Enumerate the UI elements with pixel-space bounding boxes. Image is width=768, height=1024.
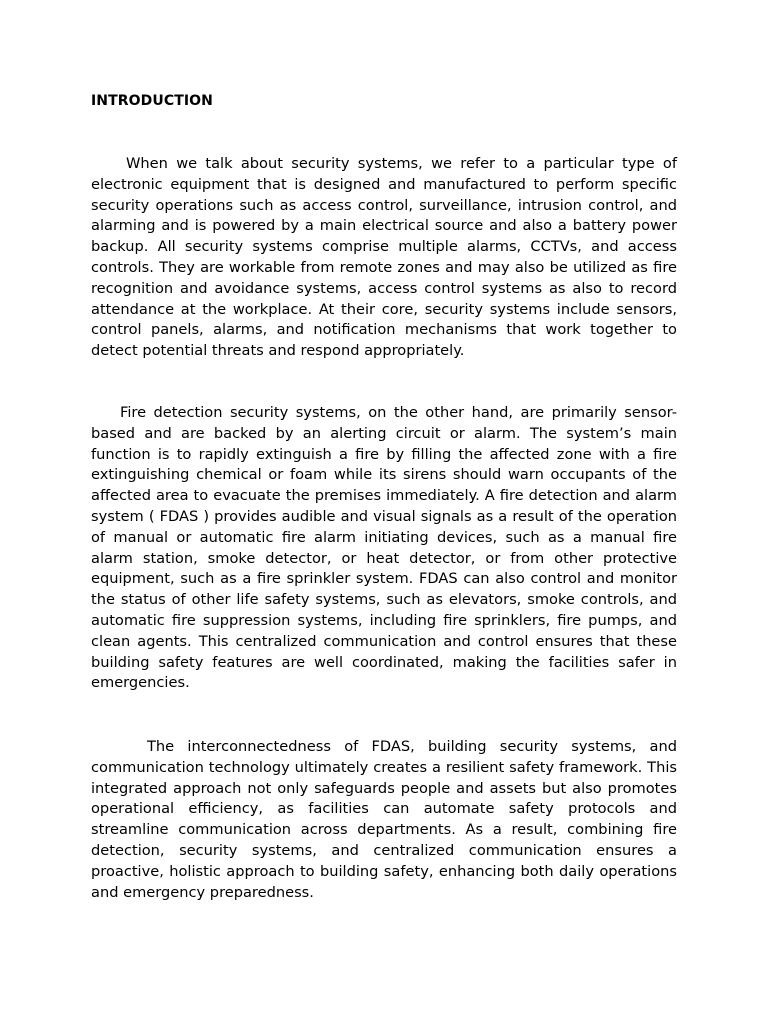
paragraph-interconnectedness: The interconnectedness of FDAS, building security systems, and communication technology ultimately creates a resilient safety framework. This integrated approach not only safeguards people and assets but also promotes operational efficiency, as facilities can automate safety protocols and streamline communication across departments. As a result, combining fire detection, security systems, and centralized communication ensures a proactive, holistic approach to building safety, enhancing both daily operations and emergency preparedness. bbox=[91, 738, 677, 901]
paragraph-fire-detection: Fire detection security systems, on the other hand, are primarily sensor-based and are backed by an alerting circuit or alarm. The system’s main function is to rapidly extinguish a fire by filling the affected zone with a fire extinguishing chemical or foam while its sirens should warn occupants of the affected area to evacuate the premises immediately. A fire detection and alarm system ( FDAS ) provides audible and visual signals as a result of the operation of manual or automatic fire alarm initiating devices, such as a manual fire alarm station, smoke detector, or heat detector, or from other protective equipment, such as a fire sprinkler system. FDAS can also control and monitor the status of other life safety systems, such as elevators, smoke controls, and automatic fire suppression systems, including fire sprinklers, fire pumps, and clean agents. This centralized communication and control ensures that these building safety features are well coordinated, making the facilities safer in emergencies. bbox=[91, 404, 677, 692]
paragraph-security-systems: When we talk about security systems, we refer to a particular type of electronic equipment that is designed and manufactured to perform specific security operations such as access control, surveillance, intrusion control, and alarming and is powered by a main electrical source and also a battery power backup. All security systems comprise multiple alarms, CCTVs, and access controls. They are workable from remote zones and may also be utilized as fire recognition and avoidance systems, access control systems as also to record attendance at the workplace. At their core, security systems include sensors, control panels, alarms, and notification mechanisms that work together to detect potential threats and respond appropriately. bbox=[91, 155, 677, 360]
page-title: INTRODUCTION bbox=[91, 93, 213, 109]
